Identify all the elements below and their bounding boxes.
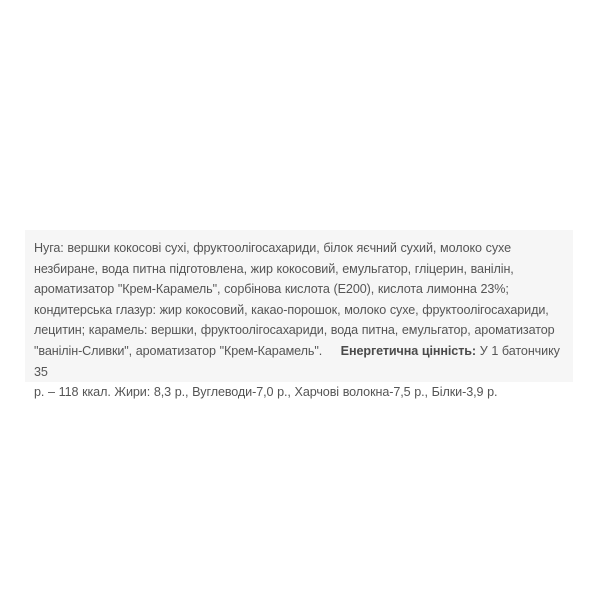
composition-line-6: "ванілін-Сливки", ароматизатор "Крем-Карамель".	[34, 343, 323, 358]
product-composition-text	[34, 238, 563, 403]
composition-line-1: Нуга: вершки кокосові сухі, фруктоолігосахариди, білок яєчний сухий, молоко сухе	[34, 241, 512, 255]
nutrition-facts-line: р. – 118 ккал. Жири: 8,3 р., Вуглеводи-7,0 р., Харчові волокна-7,5 р., Білки-3,9 р.	[34, 385, 498, 400]
composition-line-4: кондитерська глазур: жир кокосовий, какао-порошок, молоко сухе, фруктоолігосахариди,	[34, 302, 549, 317]
energy-value-label: Енергетична цінність:	[340, 343, 477, 358]
composition-line-3: ароматизатор "Крем-Карамель", сорбінова кислота (Е200), кислота лимонна 23%;	[34, 282, 509, 297]
composition-line-5: лецитин; карамель: вершки, фруктоолігосахариди, вода питна, емульгатор, ароматизатор	[34, 323, 555, 338]
composition-line-2: незбиране, вода питна підготовлена, жир кокосовий, емульгатор, гліцерин, ванілін,	[34, 261, 514, 276]
energy-value-per-bar: У 1 батончику 35	[34, 343, 560, 379]
product-composition-panel	[25, 230, 573, 400]
